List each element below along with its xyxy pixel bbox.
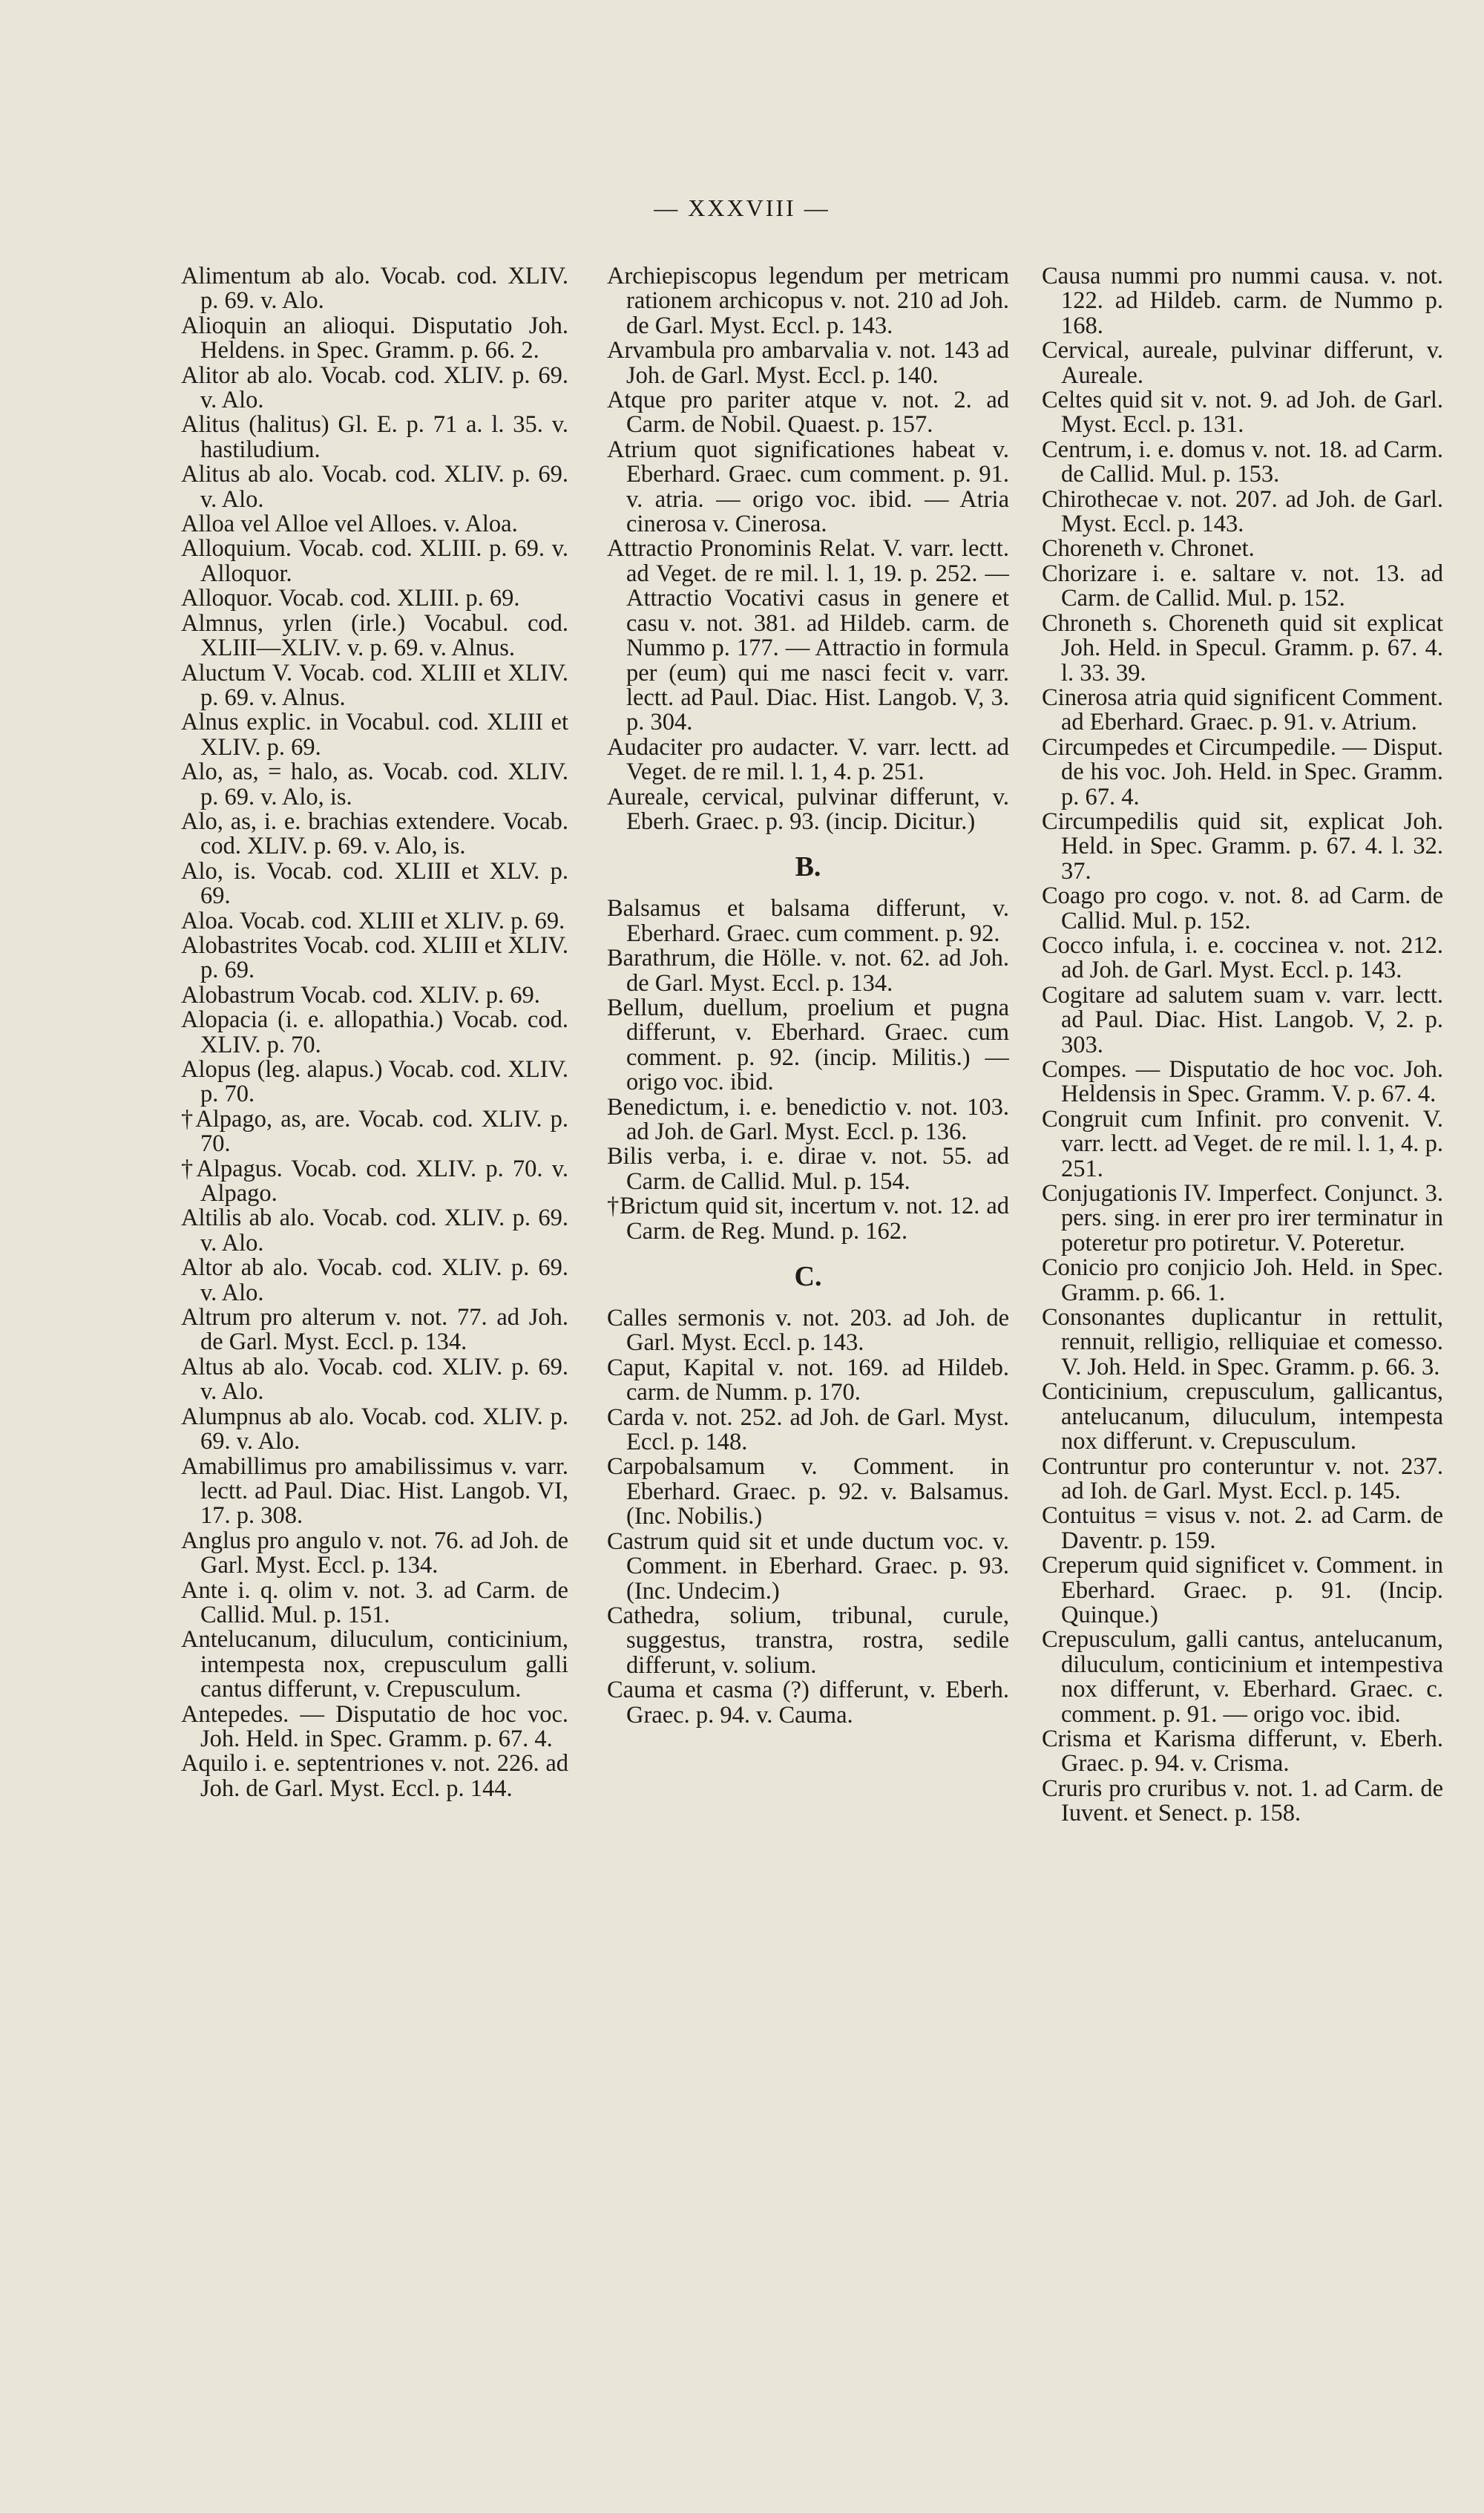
index-entry: Audaciter pro audacter. V. varr. lectt. ad Veget. de re mil. l. 1, 4. p. 251.	[607, 733, 1009, 786]
index-entry: Conicio pro conjicio Joh. Held. in Spec. Gramm. p. 66. 1.	[1042, 1254, 1443, 1306]
index-entry: Altilis ab alo. Vocab. cod. XLIV. p. 69. v. Alo.	[181, 1205, 568, 1256]
index-entry: Contuitus = visus v. not. 2. ad Carm. de Daventr. p. 159.	[1042, 1502, 1443, 1554]
index-entry: Alobastrum Vocab. cod. XLIV. p. 69.	[181, 981, 540, 1009]
index-entry: Alioquin an alioqui. Disputatio Joh. Heldens. in Spec. Gramm. p. 66. 2.	[181, 312, 568, 364]
index-entry: Atque pro pariter atque v. not. 2. ad Carm. de Nobil. Quaest. p. 157.	[607, 387, 1009, 439]
index-entry: Cauma et casma (?) differunt, v. Eberh. Graec. p. 94. v. Cauma.	[607, 1677, 1009, 1729]
index-entry: Ante i. q. olim v. not. 3. ad Carm. de Callid. Mul. p. 151.	[181, 1576, 568, 1628]
index-entry: Causa nummi pro nummi causa. v. not. 122. ad Hildeb. carm. de Nummo p. 168.	[1042, 264, 1443, 339]
index-entry: Bellum, duellum, proelium et pugna differunt, v. Eberhard. Graec. cum comment. p. 92. (incip. Militis.) — origo voc. ibid.	[607, 994, 1009, 1096]
column-right	[1042, 264, 1443, 2461]
index-entry: Antepedes. — Disputatio de hoc voc. Joh. Held. in Spec. Gramm. p. 67. 4.	[181, 1700, 568, 1752]
index-entry: Alo, as, = halo, as. Vocab. cod. XLIV. p. 69. v. Alo, is.	[181, 759, 568, 810]
index-entry: Crepusculum, galli cantus, antelucanum, diluculum, conticinium et intempestiva nox differunt, v. Eberhard. Graec. c. comment. p. 91. — origo voc. ibid.	[1042, 1626, 1443, 1728]
index-entry: Alo, as, i. e. brachias extendere. Vocab. cod. XLIV. p. 69. v. Alo, is.	[181, 807, 568, 860]
index-entry: Antelucanum, diluculum, conticinium, intempesta nox, crepusculum galli cantus differunt, v. Crepusculum.	[181, 1626, 568, 1703]
index-entry: Alnus explic. in Vocabul. cod. XLIII et XLIV. p. 69.	[181, 709, 568, 761]
index-entry: Bilis verba, i. e. dirae v. not. 55. ad Carm. de Callid. Mul. p. 154.	[607, 1143, 1009, 1195]
index-entry: Chorizare i. e. saltare v. not. 13. ad Carm. de Callid. Mul. p. 152.	[1042, 560, 1443, 612]
index-entry: Atrium quot significationes habeat v. Eberhard. Graec. cum comment. p. 91. v. atria. — origo voc. ibid. — Atria cinerosa v. Cinerosa.	[607, 436, 1009, 538]
index-entry: Contruntur pro conteruntur v. not. 237. ad Ioh. de Garl. Myst. Eccl. p. 145.	[1042, 1452, 1443, 1504]
index-entry: Castrum quid sit et unde ductum voc. v. Comment. in Eberhard. Graec. p. 93. (Inc. Undecim.)	[607, 1527, 1009, 1605]
index-entry: Cocco infula, i. e. coccinea v. not. 212. ad Joh. de Garl. Myst. Eccl. p. 143.	[1042, 931, 1443, 984]
section-heading-b: B.	[795, 851, 821, 883]
index-entry: Circumpedilis quid sit, explicat Joh. Held. in Spec. Gramm. p. 67. 4. l. 32. 37.	[1042, 807, 1443, 885]
index-entry: Compes. — Disputatio de hoc voc. Joh. Heldensis in Spec. Gramm. V. p. 67. 4.	[1042, 1056, 1443, 1108]
index-entry: Chroneth s. Choreneth quid sit explicat Joh. Held. in Specul. Gramm. p. 67. 4. l. 33. 39.	[1042, 609, 1443, 687]
index-entry: Alloa vel Alloe vel Alloes. v. Aloa.	[181, 511, 518, 538]
index-entry: Alopus (leg. alapus.) Vocab. cod. XLIV. p. 70.	[181, 1056, 568, 1108]
index-entry: Aloa. Vocab. cod. XLIII et XLIV. p. 69.	[181, 907, 565, 934]
index-entry: Alitor ab alo. Vocab. cod. XLIV. p. 69. v. Alo.	[181, 361, 568, 414]
index-entry: Cinerosa atria quid significent Comment. ad Eberhard. Graec. p. 91. v. Atrium.	[1042, 684, 1443, 736]
column-left	[181, 264, 568, 2461]
index-entry: Alitus (halitus) Gl. E. p. 71 a. l. 35. v. hastiludium.	[181, 411, 568, 463]
index-entry: Alobastrites Vocab. cod. XLIII et XLIV. p. 69.	[181, 931, 568, 984]
index-entry: Congruit cum Infinit. pro convenit. V. varr. lectt. ad Veget. de re mil. l. 1, 4. p. 251.	[1042, 1105, 1443, 1182]
page-number: — XXXVIII —	[654, 194, 830, 221]
index-entry: Alopacia (i. e. allopathia.) Vocab. cod. XLIV. p. 70.	[181, 1006, 568, 1058]
index-entry: Balsamus et balsama differunt, v. Eberhard. Graec. cum comment. p. 92.	[607, 895, 1009, 947]
index-entry: †Alpagus. Vocab. cod. XLIV. p. 70. v. Alpago.	[181, 1155, 568, 1208]
index-entry: †Alpago, as, are. Vocab. cod. XLIV. p. 70.	[181, 1105, 568, 1158]
index-entry: Centrum, i. e. domus v. not. 18. ad Carm. de Callid. Mul. p. 153.	[1042, 436, 1443, 488]
index-entry: Aluctum V. Vocab. cod. XLIII et XLIV. p. 69. v. Alnus.	[181, 659, 568, 711]
index-entry: Conjugationis IV. Imperfect. Conjunct. 3. pers. sing. in erer pro irer terminatur in poteretur pro potiretur. V. Poteretur.	[1042, 1180, 1443, 1256]
index-entry: Archiepiscopus legendum per metricam rationem archicopus v. not. 210 ad Joh. de Garl. Myst. Eccl. p. 143.	[607, 264, 1009, 339]
index-entry: Coago pro cogo. v. not. 8. ad Carm. de Callid. Mul. p. 152.	[1042, 882, 1443, 934]
index-entry: Barathrum, die Hölle. v. not. 62. ad Joh. de Garl. Myst. Eccl. p. 134.	[607, 945, 1009, 997]
index-entry: Almnus, yrlen (irle.) Vocabul. cod. XLIII—XLIV. v. p. 69. v. Alnus.	[181, 609, 568, 662]
index-entry: Celtes quid sit v. not. 9. ad Joh. de Garl. Myst. Eccl. p. 131.	[1042, 387, 1443, 439]
index-entry: Creperum quid significet v. Comment. in Eberhard. Graec. p. 91. (Incip. Quinque.)	[1042, 1552, 1443, 1628]
index-entry: Crisma et Karisma differunt, v. Eberh. Graec. p. 94. v. Crisma.	[1042, 1725, 1443, 1778]
index-entry: Altrum pro alterum v. not. 77. ad Joh. de Garl. Myst. Eccl. p. 134.	[181, 1304, 568, 1356]
index-entry: Cathedra, solium, tribunal, curule, suggestus, transtra, rostra, sedile differunt, v. solium.	[607, 1602, 1009, 1679]
index-entry: Benedictum, i. e. benedictio v. not. 103. ad Joh. de Garl. Myst. Eccl. p. 136.	[607, 1093, 1009, 1145]
index-entry: Alo, is. Vocab. cod. XLIII et XLV. p. 69.	[181, 857, 568, 910]
section-heading-c: C.	[794, 1261, 822, 1293]
index-entry: Arvambula pro ambarvalia v. not. 143 ad Joh. de Garl. Myst. Eccl. p. 140.	[607, 337, 1009, 389]
index-entry: Alumpnus ab alo. Vocab. cod. XLIV. p. 69. v. Alo.	[181, 1403, 568, 1455]
index-entry: Anglus pro angulo v. not. 76. ad Joh. de Garl. Myst. Eccl. p. 134.	[181, 1527, 568, 1579]
index-entry: †Brictum quid sit, incertum v. not. 12. ad Carm. de Reg. Mund. p. 162.	[607, 1193, 1009, 1245]
index-entry: Cruris pro cruribus v. not. 1. ad Carm. de Iuvent. et Senect. p. 158.	[1042, 1775, 1443, 1827]
index-entry: Altus ab alo. Vocab. cod. XLIV. p. 69. v. Alo.	[181, 1353, 568, 1406]
index-entry: Aureale, cervical, pulvinar differunt, v. Eberh. Graec. p. 93. (incip. Dicitur.)	[607, 783, 1009, 835]
index-entry: Cogitare ad salutem suam v. varr. lectt. ad Paul. Diac. Hist. Langob. V, 2. p. 303.	[1042, 981, 1443, 1058]
index-entry: Alloquium. Vocab. cod. XLIII. p. 69. v. Alloquor.	[181, 535, 568, 587]
index-entry: Choreneth v. Chronet.	[1042, 535, 1255, 563]
index-entry: Circumpedes et Circumpedile. — Disput. de his voc. Joh. Held. in Spec. Gramm. p. 67. 4.	[1042, 733, 1443, 810]
index-entry: Amabillimus pro amabilissimus v. varr. lectt. ad Paul. Diac. Hist. Langob. VI, 17. p. 308.	[181, 1452, 568, 1530]
index-entry: Alimentum ab alo. Vocab. cod. XLIV. p. 69. v. Alo.	[181, 264, 568, 315]
index-entry: Alitus ab alo. Vocab. cod. XLIV. p. 69. v. Alo.	[181, 461, 568, 513]
index-entry: Carpobalsamum v. Comment. in Eberhard. Graec. p. 92. v. Balsamus. (Inc. Nobilis.)	[607, 1453, 1009, 1530]
index-entry: Calles sermonis v. not. 203. ad Joh. de Garl. Myst. Eccl. p. 143.	[607, 1305, 1009, 1357]
index-entry: Chirothecae v. not. 207. ad Joh. de Garl. Myst. Eccl. p. 143.	[1042, 485, 1443, 538]
index-entry: Alloquor. Vocab. cod. XLIII. p. 69.	[181, 585, 520, 612]
index-entry: Consonantes duplicantur in rettulit, rennuit, relligio, relliquiae et comesso. V. Joh. Held. in Spec. Gramm. p. 66. 3.	[1042, 1304, 1443, 1380]
index-entry: Carda v. not. 252. ad Joh. de Garl. Myst. Eccl. p. 148.	[607, 1403, 1009, 1456]
index-entry: Conticinium, crepusculum, gallicantus, antelucanum, diluculum, intempesta nox differunt. v. Crepusculum.	[1042, 1378, 1443, 1455]
index-entry: Cervical, aureale, pulvinar differunt, v. Aureale.	[1042, 337, 1443, 389]
index-entry: Aquilo i. e. septentriones v. not. 226. ad Joh. de Garl. Myst. Eccl. p. 144.	[181, 1750, 568, 1802]
index-entry: Attractio Pronominis Relat. V. varr. lectt. ad Veget. de re mil. l. 1, 19. p. 252. — Attractio Vocativi casus in genere et casu v. not. 381. ad Hildeb. carm. de Nummo p. 177. — Attractio in formula per (eum) qui me nasci fecit v. varr. lectt. ad Paul. Diac. Hist. Langob. V, 3. p. 304.	[607, 535, 1009, 736]
column-middle	[607, 264, 1009, 2461]
index-entry: Altor ab alo. Vocab. cod. XLIV. p. 69. v. Alo.	[181, 1254, 568, 1306]
index-entry: Caput, Kapital v. not. 169. ad Hildeb. carm. de Numm. p. 170.	[607, 1354, 1009, 1406]
